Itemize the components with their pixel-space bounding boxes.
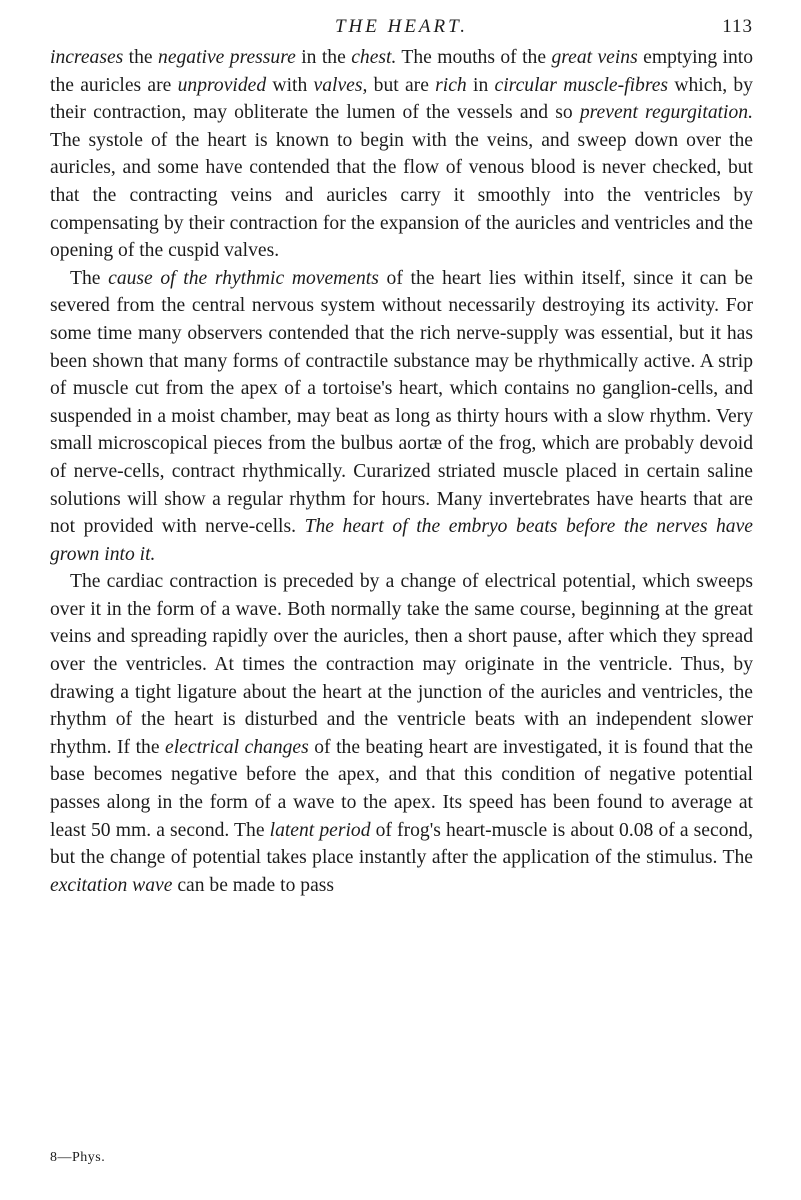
text-run: with (266, 74, 314, 96)
text-run: The cardiac contraction is preceded by a change of electrical potential, which sweeps over it in the form of a wave. Both normally take the same course, beginning at the great veins and spreading rapidly over the auricles, then a short pause, after which they spread over the ventricles. At times the contraction may originate in the ventricle. Thus, by drawing a tight ligature about the heart at the junction of the auricles and ventricles, the rhythm of the heart is disturbed and the ventricle beats with an independent slower rhythm. If the (50, 571, 753, 758)
paragraph (50, 568, 753, 899)
italic-text-run: unprovided (177, 74, 267, 96)
italic-text-run: great veins (551, 47, 638, 68)
italic-text-run: rich (435, 74, 467, 96)
text-run: in (466, 74, 495, 96)
page-number: 113 (722, 16, 753, 37)
text-run: but are (367, 74, 436, 96)
text-run: emptying into the auricles are (50, 47, 754, 96)
text-run: in the (295, 47, 352, 68)
italic-text-run: excitation wave (50, 874, 173, 896)
text-run: of the heart lies within itself, since it can be severed from the central nervous system without necessarily destroying its activity. For some time many observers contended that the rich nerve-supply was essential, but it has been shown that many forms of contractile substance may be rhythmically active. A strip of muscle cut from the apex of a tortoise's heart, which contains no ganglion-cells, and suspended in a moist chamber, may beat as long as thirty hours with a slow rhythm. Very small microscopical pieces from the bulbus aortæ of the frog, which are probably devoid of nerve-cells, contract rhythmically. Curarized striated muscle placed in certain saline solutions will show a regular rhythm for hours. Many invertebrates have hearts that are not provided with nerve-cells. (50, 267, 753, 538)
italic-text-run: negative pressure (158, 47, 296, 68)
paragraph (50, 44, 753, 265)
italic-text-run: cause of the rhythmic movements (108, 267, 379, 289)
text-run: The systole of the heart is known to begin with the veins, and sweep down over the auricles, and some have contended that the flow of venous blood is never checked, but that the contracting veins and auricles carry it smoothly into the ventricles by compensating by their contraction for the expansion of the auricles and ventricles and the opening of the cuspid valves. (50, 129, 753, 262)
body-text (50, 44, 753, 899)
italic-text-run: chest. (351, 47, 397, 68)
running-title: THE HEART. (334, 16, 469, 37)
italic-text-run: prevent regurgitation. (579, 102, 753, 124)
italic-text-run: circular muscle-fibres (494, 74, 669, 96)
italic-text-run: latent period (269, 819, 371, 841)
italic-text-run: electrical changes (165, 736, 309, 758)
italic-text-run: valves, (313, 74, 368, 96)
text-run: the (123, 47, 159, 68)
italic-text-run: increases (50, 47, 124, 68)
text-run: The mouths of the (396, 47, 552, 68)
italic-text-run: The heart of the embryo beats before the nerves have grown into it. (50, 516, 753, 565)
paragraph (50, 265, 753, 569)
text-run: of the beating heart are investigated, it is found that the base becomes negative before the apex, and that this condition of negative potential passes along in the form of a wave to the apex. Its speed has been found to average at least 50 mm. a second. The (50, 736, 753, 841)
printer-signature: 8—Phys. (50, 1150, 106, 1165)
text-run: can be made to pass (172, 874, 335, 896)
text-run: which, by their contraction, may obliterate the lumen of the vessels and so (50, 74, 753, 124)
running-head (50, 14, 753, 44)
text-run: of frog's heart-muscle is about 0.08 of a second, but the change of potential takes place instantly after the application of the stimulus. The (50, 819, 753, 869)
text-run: The (70, 267, 109, 289)
